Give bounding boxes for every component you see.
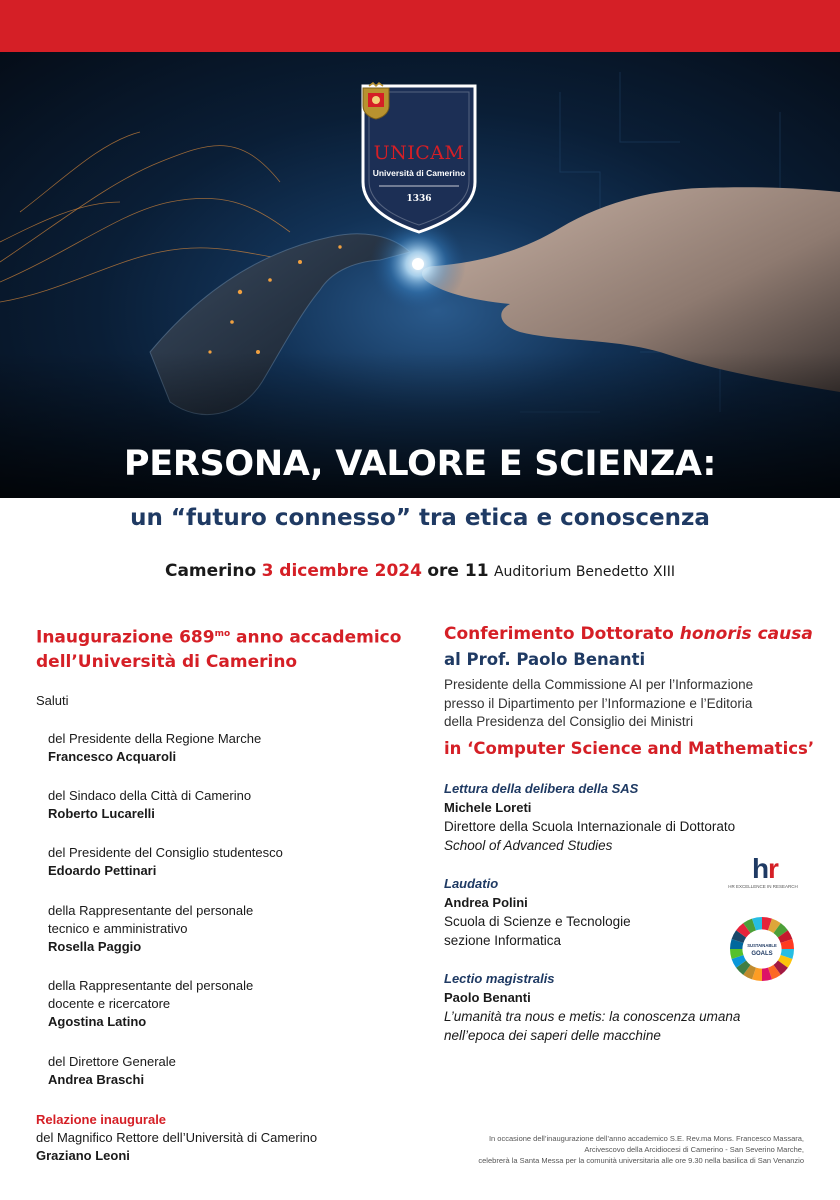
greeting-item: della Rappresentante del personale tecnico e amministrativo Rosella Paggio — [48, 903, 254, 954]
program-item: Lettura della delibera della SAS Michele Loreti Direttore della Scuola Internazionale di Dottorato School of Advanced Studies — [444, 781, 736, 853]
event-date: 3 dicembre 2024 — [261, 561, 422, 581]
brand-name: UNICAM — [373, 142, 465, 164]
program-item: Lectio magistralis Paolo Benanti L’umanità tra nous e metis: la conoscenza umana nell’epoca dei saperi delle macchine — [444, 971, 741, 1043]
svg-text:GOALS: GOALS — [751, 951, 773, 957]
doctorate-heading: Conferimento Dottorato honoris causa — [444, 624, 813, 644]
report-block: Relazione inaugurale del Magnifico Rettore dell’Università di Camerino Graziano Leoni — [36, 1112, 318, 1163]
greeting-item: del Sindaco della Città di Camerino Roberto Lucarelli — [48, 788, 252, 821]
top-red-band — [0, 0, 840, 52]
inauguration-heading: Inaugurazione $689^{mo}$ anno accademico dell’Università di Camerino — [36, 627, 402, 672]
page-title: PERSONA, VALORE E SCIENZA: — [123, 444, 717, 484]
event-info — [0, 561, 840, 581]
hr-caption: HR EXCELLENCE IN RESEARCH — [728, 884, 798, 889]
svg-text:SUSTAINABLE: SUSTAINABLE — [747, 943, 777, 948]
honoree-description: Presidente della Commissione AI per l’Informazione presso il Dipartimento per l’Informazione e l’Editoria della Presidenza del Consiglio dei Ministri — [444, 677, 754, 729]
brand-subtitle: Università di Camerino — [372, 168, 466, 178]
event-venue: Auditorium Benedetto XIII — [493, 564, 676, 580]
brand-year: 1336 — [406, 194, 432, 204]
event-city: Camerino — [164, 561, 257, 581]
unicam-shield-logo — [359, 82, 479, 234]
greeting-item: del Direttore Generale Andrea Braschi — [48, 1054, 176, 1087]
program-item: Laudatio Andrea Polini Scuola di Scienze e Tecnologie sezione Informatica — [444, 876, 631, 948]
svg-text:r: r — [768, 853, 779, 884]
crest-icon — [359, 82, 393, 120]
doctorate-field: in ‘Computer Science and Mathematics’ — [444, 739, 815, 758]
greeting-item: del Presidente del Consiglio studentesco Edoardo Pettinari — [48, 845, 283, 878]
greeting-item: del Presidente della Regione Marche Francesco Acquaroli — [48, 731, 262, 764]
footnote: In occasione dell’inaugurazione dell’anno accademico S.E. Rev.ma Mons. Francesco Massara, Arcivescovo della Arcidiocesi di Camerino - San Severino Marche, celebrerà la Santa Messa per la comunità universitaria alle ore 9.30 nella basilica di San Venanzio — [478, 1134, 804, 1165]
touch-point — [412, 258, 424, 270]
event-time: ore 11 — [427, 561, 489, 581]
honoree-name: al Prof. Paolo Benanti — [444, 650, 646, 669]
greetings-label: Saluti — [36, 693, 69, 708]
greeting-item: della Rappresentante del personale docente e ricercatore Agostina Latino — [48, 978, 254, 1029]
sdg-wheel-logo — [728, 915, 796, 983]
hero-image — [0, 52, 840, 498]
page-subtitle: un “futuro connesso” tra etica e conoscenza — [130, 505, 710, 531]
svg-text:h: h — [752, 853, 770, 884]
